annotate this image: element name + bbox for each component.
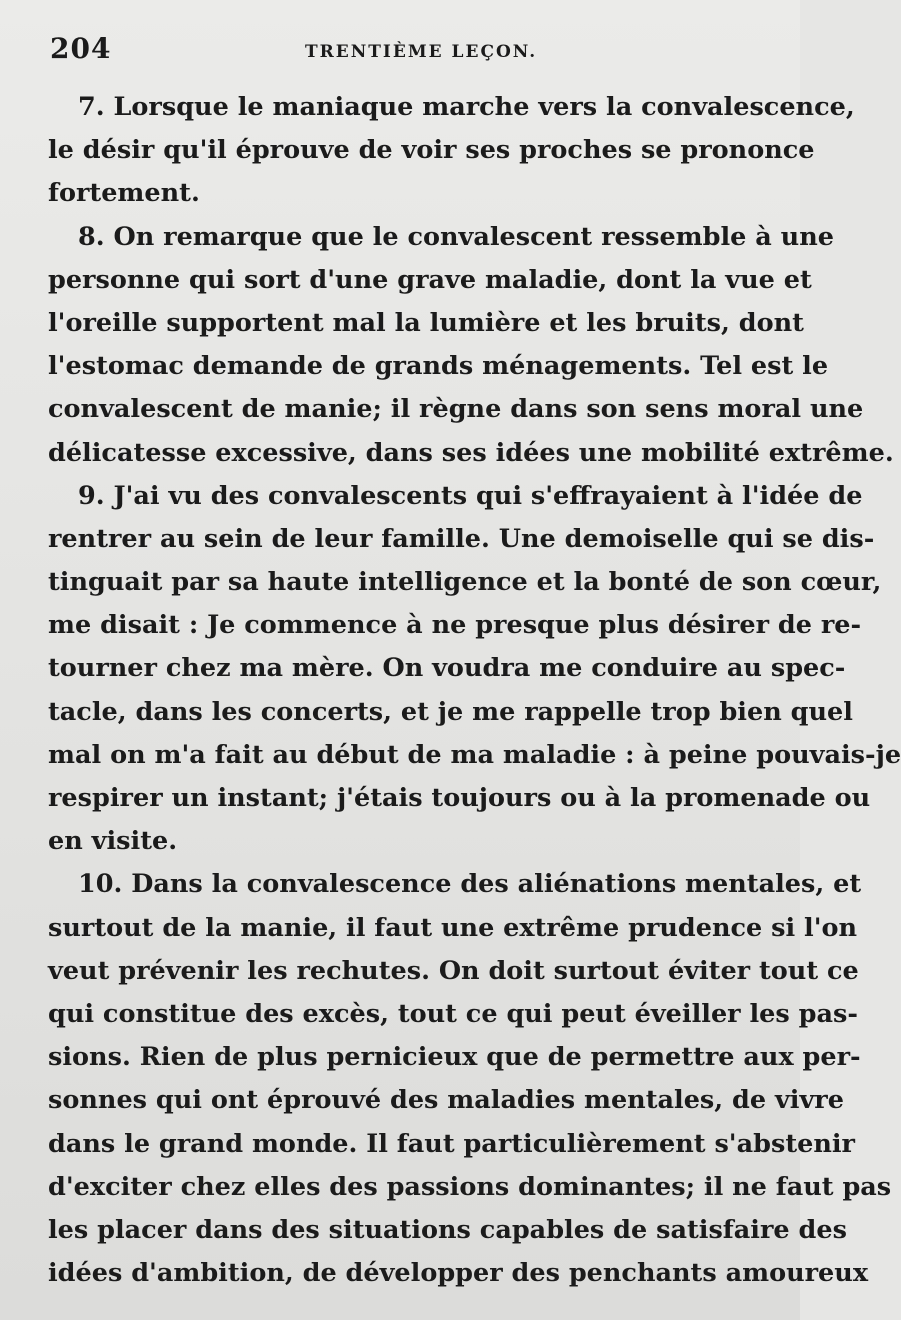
page-header [50,32,760,72]
text-line: 10. Dans la convalescence des aliénations mentales, et [78,869,862,900]
text-line: idées d'ambition, de développer des penchants amoureux [48,1258,869,1289]
page-number: 204 [50,32,112,65]
running-head: TRENTIÈME LEÇON. [305,42,538,62]
text-line: me disait : Je commence à ne presque plus désirer de re- [48,610,862,641]
text-line: en visite. [48,826,178,857]
text-line: surtout de la manie, il faut une extrême prudence si l'on [48,912,858,943]
body-text [48,86,901,1295]
text-line: 7. Lorsque le maniaque marche vers la convalescence, [78,92,855,122]
text-line: tinguait par sa haute intelligence et la bonté de son cœur, [48,567,882,598]
text-line: délicatesse excessive, dans ses idées une mobilité extrême. [48,437,894,468]
text-line: l'oreille supportent mal la lumière et les bruits, dont [48,307,804,338]
text-line: qui constitue des excès, tout ce qui peut éveiller les pas- [48,998,858,1029]
text-line: tourner chez ma mère. On voudra me conduire au spec- [48,653,846,684]
text-line: fortement. [48,178,200,209]
text-line: les placer dans des situations capables de satisfaire des [48,1214,847,1245]
text-line: 8. On remarque que le convalescent ressemble à une [78,221,834,252]
text-line: respirer un instant; j'étais toujours ou à la promenade ou [48,783,871,813]
text-line: rentrer au sein de leur famille. Une demoiselle qui se dis- [48,523,875,554]
text-line: veut prévenir les rechutes. On doit surtout éviter tout ce [48,955,859,986]
text-line: d'exciter chez elles des passions dominantes; il ne faut pas [48,1171,892,1202]
text-line: l'estomac demande de grands ménagements. Tel est le [48,351,829,382]
text-line: le désir qu'il éprouve de voir ses proches se prononce [48,135,815,166]
text-line: mal on m'a fait au début de ma maladie : à peine pouvais-je [48,739,901,770]
text-line: sions. Rien de plus pernicieux que de permettre aux per- [48,1042,861,1073]
text-line: personne qui sort d'une grave maladie, dont la vue et [48,264,812,295]
text-line: tacle, dans les concerts, et je me rappelle trop bien quel [48,696,853,727]
text-line: sonnes qui ont éprouvé des maladies mentales, de vivre [48,1085,844,1116]
text-line: dans le grand monde. Il faut particulièrement s'abstenir [48,1128,855,1159]
text-line: 9. J'ai vu des convalescents qui s'effrayaient à l'idée de [78,480,863,511]
text-line: convalescent de manie; il règne dans son sens moral une [48,394,864,425]
